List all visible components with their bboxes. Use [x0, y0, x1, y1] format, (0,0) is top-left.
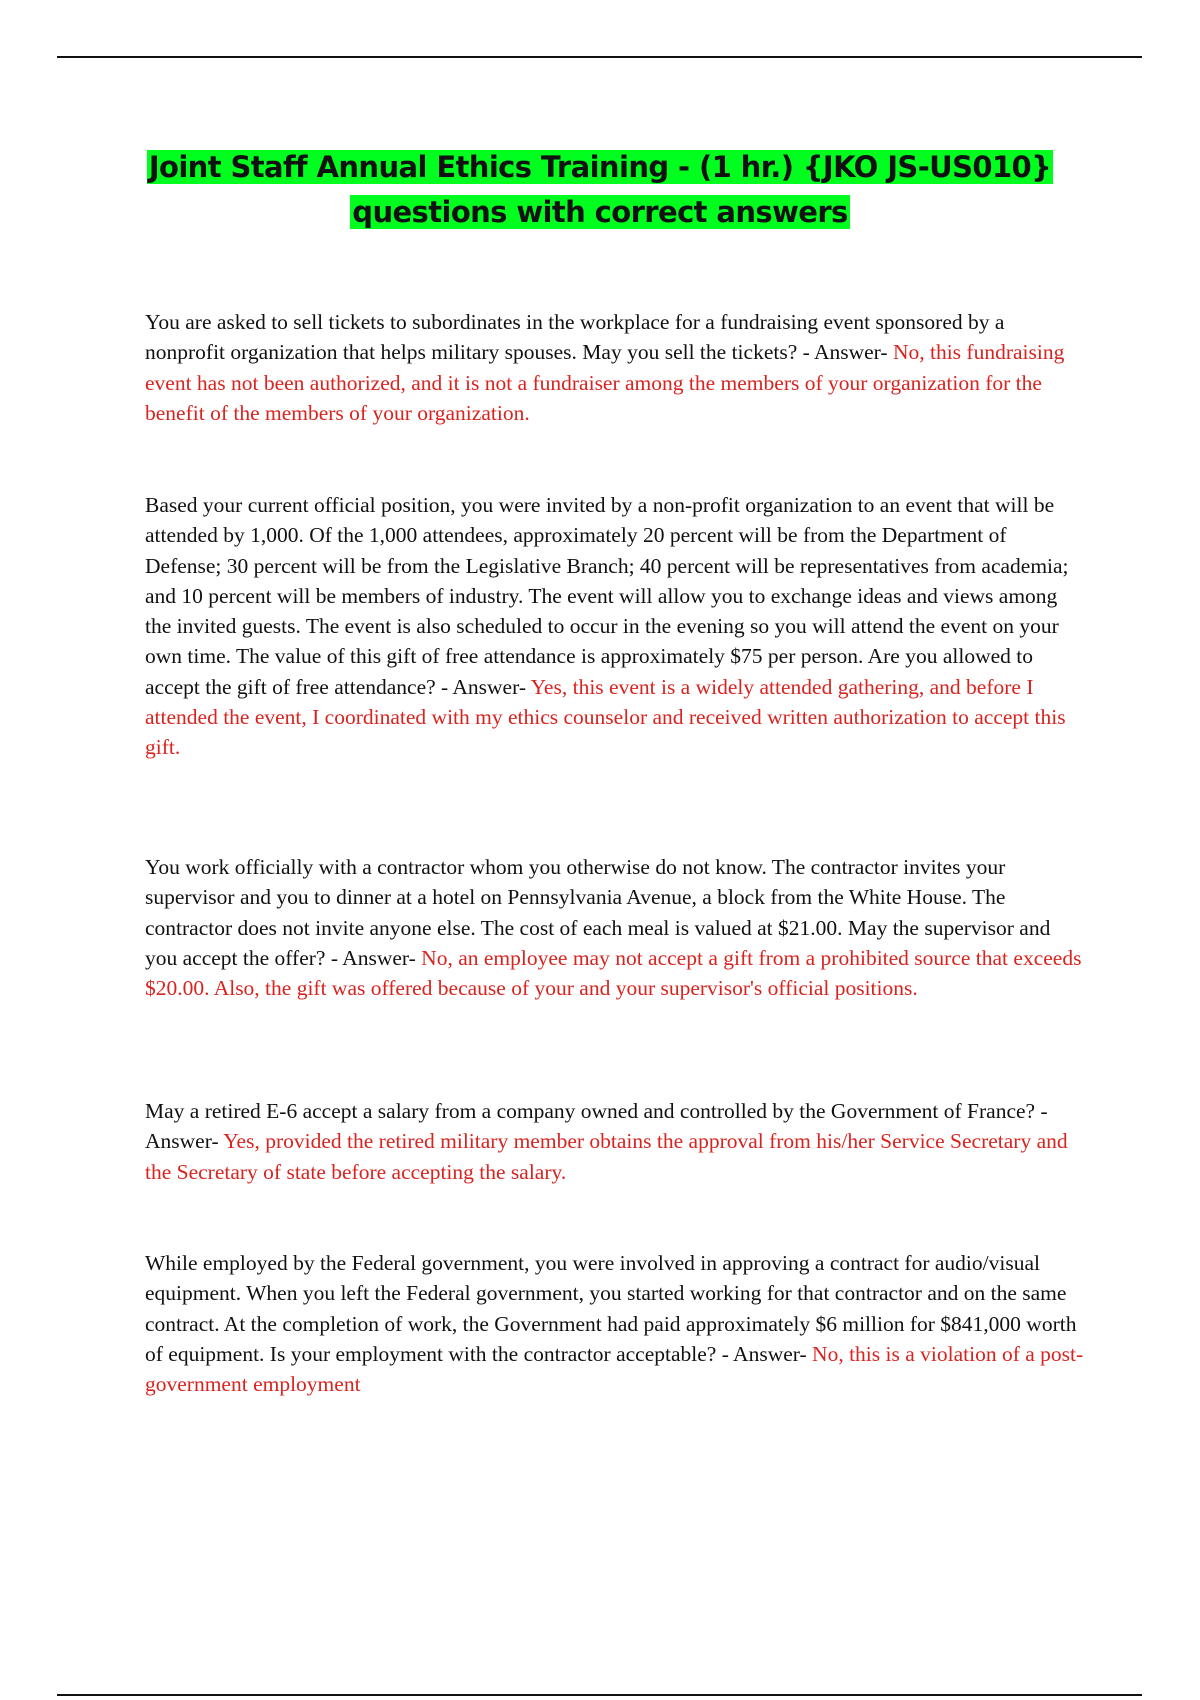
answer-text: Yes, provided the retired military member obtains the approval from his/her Service Secretary and the Secretary of state before accepting the salary. [145, 1129, 1068, 1184]
answer-text: No, this fundraising event has not been authorized, and it is not a fundraiser among the members of your organization for the benefit of the members of your organization. [145, 340, 1065, 425]
question-text: While employed by the Federal government, you were involved in approving a contract for audio/visual equipment. When you left the Federal government, you started working for that contractor and on the same contract. At the completion of work, the Government had paid approximately $6 million for $841,000 worth of equipment. Is your employment with the contractor acceptable? - Answer- [145, 1251, 1077, 1366]
document-title [0, 145, 1200, 235]
qa-item [145, 307, 1085, 428]
qa-item [145, 1096, 1085, 1187]
qa-item [145, 1248, 1085, 1399]
question-text: Based your current official position, you were invited by a non-profit organization to an event that will be attended by 1,000. Of the 1,000 attendees, approximately 20 percent will be from the Department of Defense; 30 percent will be from the Legislative Branch; 40 percent will be representatives from academia; and 10 percent will be members of industry. The event will allow you to exchange ideas and views among the invited guests. The event is also scheduled to occur in the evening so you will attend the event on your own time. The value of this gift of free attendance is approximately $75 per person. Are you allowed to accept the gift of free attendance? - Answer- [145, 493, 1069, 699]
title-line-1: Joint Staff Annual Ethics Training - (1 hr.) {JKO JS-US010} [148, 150, 1052, 184]
bottom-divider [57, 1694, 1142, 1696]
question-text: You are asked to sell tickets to subordinates in the workplace for a fundraising event sponsored by a nonprofit organization that helps military spouses. May you sell the tickets? - Answer- [145, 310, 1005, 365]
top-divider [57, 56, 1142, 58]
question-text: May a retired E-6 accept a salary from a company owned and controlled by the Government of France? - Answer- [145, 1099, 1048, 1154]
answer-text: Yes, this event is a widely attended gathering, and before I attended the event, I coordinated with my ethics counselor and received written authorization to accept this gift. [145, 674, 1066, 760]
qa-item [145, 852, 1085, 1003]
qa-item [145, 490, 1085, 763]
title-line-2: questions with correct answers [352, 195, 848, 229]
answer-text: No, an employee may not accept a gift from a prohibited source that exceeds $20.00. Also, the gift was offered because of your and your supervisor's official positions. [145, 945, 1082, 1001]
question-text: You work officially with a contractor whom you otherwise do not know. The contractor invites your supervisor and you to dinner at a hotel on Pennsylvania Avenue, a block from the White House. The contractor does not invite anyone else. The cost of each meal is valued at $21.00. May the supervisor and you accept the offer? - Answer- [145, 855, 1051, 970]
answer-text: No, this is a violation of a post-government employment [145, 1341, 1084, 1397]
